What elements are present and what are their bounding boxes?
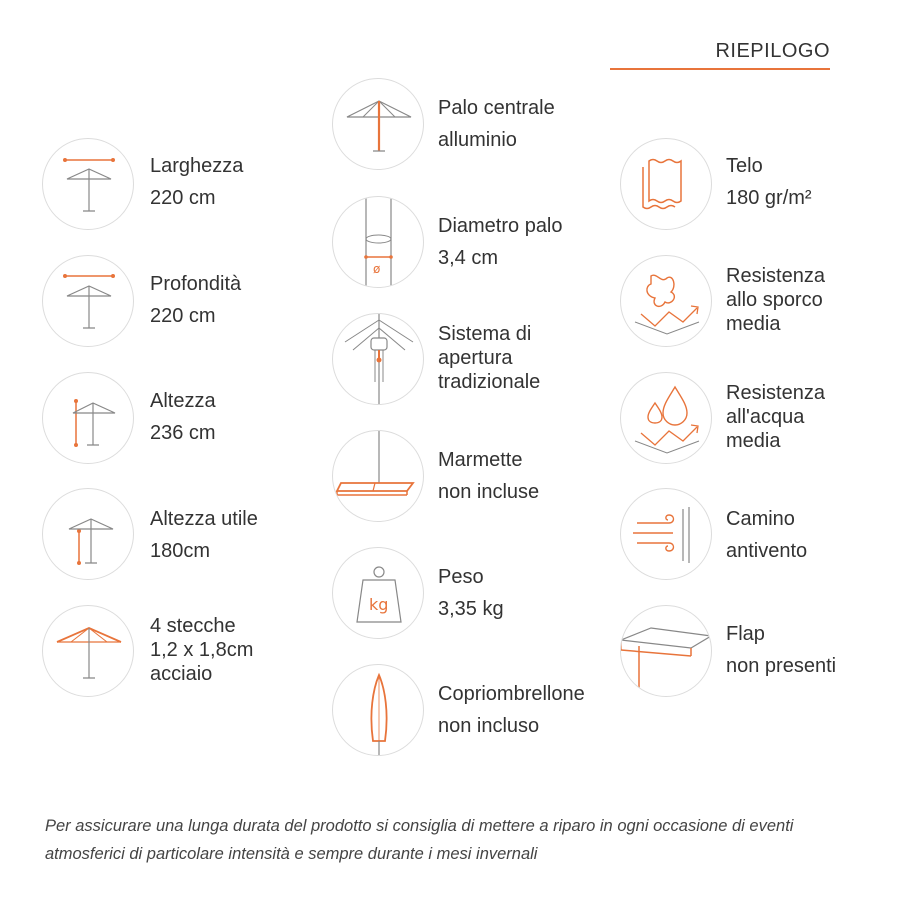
water-resistance-label: Resistenza all'acqua media <box>726 382 825 452</box>
pole-diameter-icon <box>332 196 424 288</box>
wind-vent-icon <box>620 488 712 580</box>
pole-diameter-label: Diametro palo 3,4 cm <box>438 215 563 269</box>
umbrella-width-icon <box>42 138 134 230</box>
opening-system-icon <box>332 313 424 405</box>
summary-header <box>610 40 830 70</box>
weight-kg-text: kg <box>369 595 389 614</box>
dirt-resistance-icon <box>620 255 712 347</box>
base-tiles-label: Marmette non incluse <box>438 449 540 503</box>
fabric-icon <box>620 138 712 230</box>
central-pole-icon <box>332 78 424 170</box>
umbrella-height-icon <box>42 372 134 464</box>
water-resistance-icon <box>620 372 712 464</box>
wind-vent-label: Camino antivento <box>726 508 808 562</box>
care-note: Per assicurare una lunga durata del prodotto si consiglia di mettere a riparo in ogni occasione di eventi atmosferici di particolare intensità e sempre durante i mesi invernali <box>45 817 794 863</box>
flap-label: Flap non presenti <box>726 623 837 677</box>
svg-text:ø: ø <box>373 262 381 276</box>
umbrella-usable-height-icon <box>42 488 134 580</box>
usable-height-label: Altezza utile 180cm <box>150 508 258 562</box>
cover-label: Copriombrellone non incluso <box>438 683 585 737</box>
depth-label: Profondità 220 cm <box>150 273 242 327</box>
fabric-label: Telo 180 gr/m² <box>726 155 812 209</box>
weight-icon <box>332 547 424 639</box>
opening-system-label: Sistema di apertura tradizionale <box>438 323 541 393</box>
umbrella-ribs-icon <box>42 605 134 697</box>
umbrella-cover-icon <box>332 664 424 756</box>
weight-label: Peso 3,35 kg <box>438 566 504 620</box>
height-label: Altezza 236 cm <box>150 390 216 444</box>
width-label: Larghezza 220 cm <box>150 155 244 209</box>
dirt-resistance-label: Resistenza allo sporco media <box>726 265 825 335</box>
base-tiles-icon <box>332 430 424 522</box>
flap-icon <box>620 605 712 697</box>
summary-title: RIEPILOGO <box>715 40 830 62</box>
ribs-label: 4 stecche 1,2 x 1,8cm acciaio <box>150 615 254 685</box>
umbrella-depth-icon <box>42 255 134 347</box>
central-pole-label: Palo centrale alluminio <box>438 97 555 151</box>
